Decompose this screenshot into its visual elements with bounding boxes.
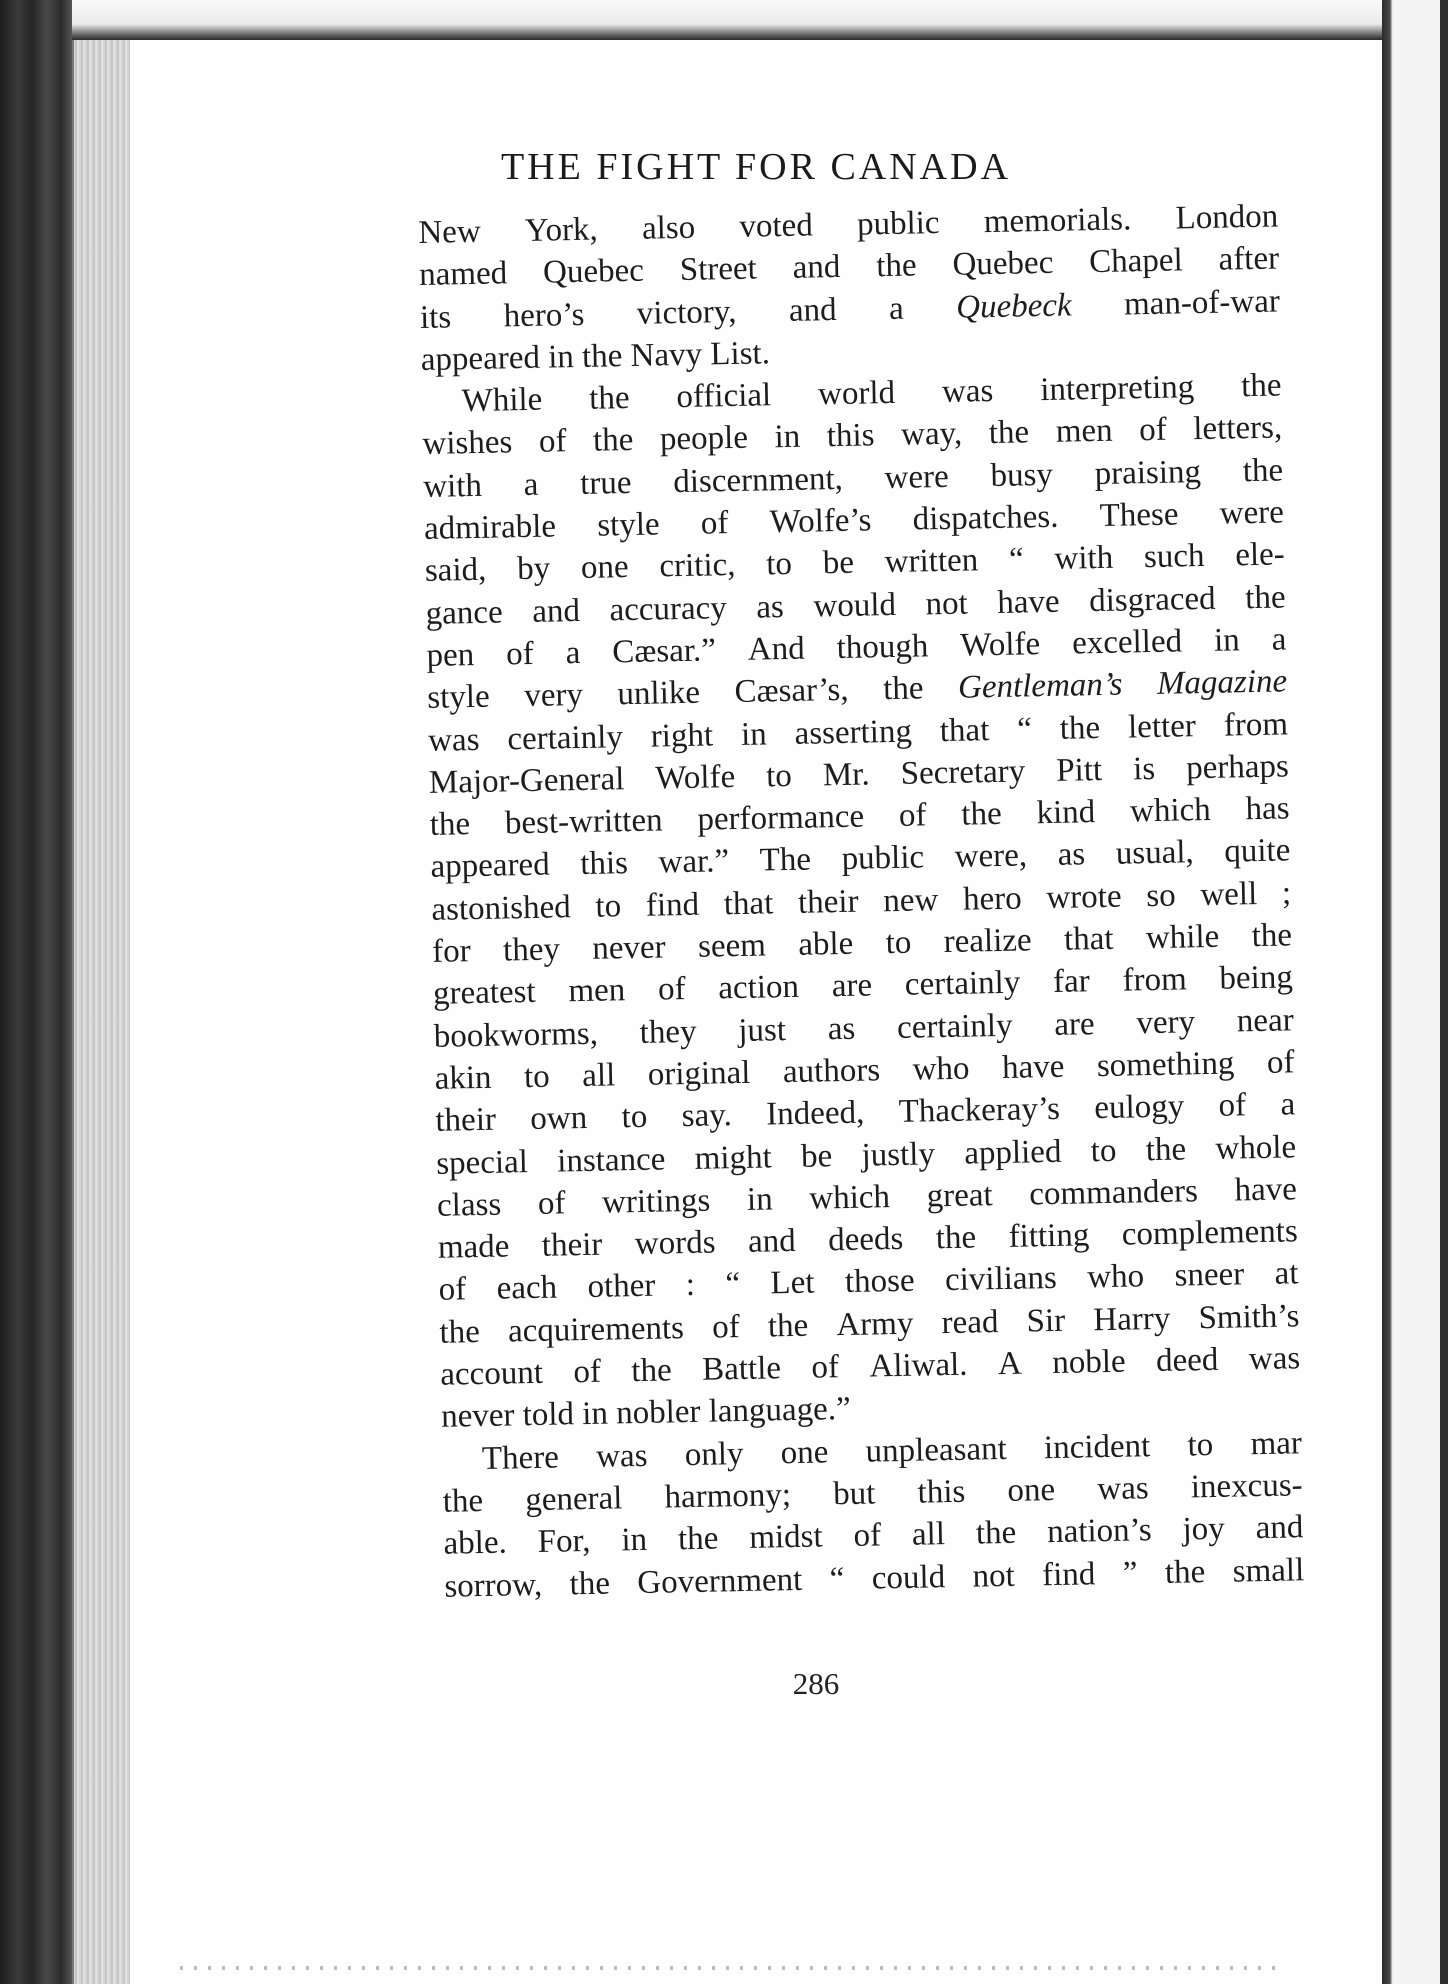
word: the	[569, 1565, 611, 1602]
word: astonished	[431, 888, 572, 928]
word: Pitt	[1055, 751, 1103, 789]
word: be	[822, 545, 855, 582]
word: to	[765, 757, 793, 795]
word: Cæsar.”	[611, 632, 717, 671]
word: London	[1175, 198, 1279, 237]
word: Sir	[1026, 1302, 1066, 1340]
word: the	[677, 1520, 719, 1558]
word: for	[431, 933, 472, 970]
word: all	[911, 1516, 946, 1553]
word: who	[912, 1050, 970, 1088]
italic-word: Magazine	[1156, 663, 1288, 703]
word: could	[871, 1558, 946, 1597]
word: with	[422, 467, 483, 505]
word: from	[1122, 961, 1188, 999]
word: unpleasant	[865, 1430, 1008, 1470]
word: to	[765, 546, 793, 583]
word: harmony;	[664, 1476, 792, 1516]
word: to	[1090, 1132, 1117, 1169]
word: “	[1008, 541, 1025, 579]
book-cover-edge-left	[0, 0, 72, 1984]
word: at	[1274, 1255, 1299, 1293]
word: its	[419, 298, 452, 336]
word: the	[1059, 709, 1101, 747]
word: own	[530, 1100, 588, 1138]
word: the	[975, 1514, 1017, 1552]
word: “	[829, 1560, 845, 1597]
word: of	[538, 423, 567, 461]
word: that	[939, 711, 990, 749]
word: of	[1218, 1087, 1247, 1125]
word: seem	[697, 927, 767, 965]
word: quite	[1223, 832, 1291, 871]
word: These	[1099, 496, 1179, 535]
word: in	[746, 1181, 773, 1218]
word: the	[592, 422, 634, 460]
word: discernment,	[672, 460, 844, 500]
word: men	[568, 972, 626, 1010]
word: in	[1213, 622, 1241, 659]
word: Indeed,	[765, 1094, 865, 1133]
word: true	[579, 464, 632, 502]
word: of	[1138, 412, 1168, 449]
word: right	[650, 716, 714, 755]
word: after	[1218, 240, 1280, 278]
word: from	[1223, 705, 1289, 744]
word: instance	[556, 1140, 666, 1180]
word: commanders	[1028, 1173, 1199, 1213]
word: certainly	[507, 718, 624, 757]
word: excelled	[1071, 623, 1183, 662]
word: perhaps	[1185, 748, 1290, 787]
word: words	[634, 1224, 716, 1263]
word: style	[426, 678, 490, 717]
word: one	[580, 549, 629, 587]
word: Battle	[701, 1350, 782, 1388]
word: made	[437, 1228, 510, 1266]
word: account	[439, 1354, 544, 1393]
word: Army	[836, 1305, 914, 1343]
word: who	[1086, 1258, 1145, 1296]
word: a	[565, 634, 581, 672]
word: was	[1248, 1340, 1301, 1378]
word: was	[1096, 1470, 1149, 1508]
word: wishes	[422, 424, 513, 463]
word: men	[1055, 413, 1113, 451]
word: were,	[954, 837, 1028, 876]
running-head: THE FIGHT FOR CANADA	[500, 146, 1012, 188]
text-run: never told in nobler language.”	[440, 1391, 852, 1436]
word: class	[436, 1186, 502, 1224]
word: very	[1136, 1003, 1196, 1041]
word: that	[1063, 920, 1114, 958]
word: read	[941, 1303, 999, 1341]
word: Government	[637, 1561, 803, 1601]
word: of	[657, 971, 686, 1008]
word: the	[875, 247, 917, 285]
word: be	[800, 1137, 833, 1175]
word: just	[737, 1011, 787, 1049]
word: but	[832, 1475, 876, 1513]
word: ”	[1122, 1554, 1138, 1592]
word: certainly	[904, 964, 1021, 1004]
word: well	[1200, 875, 1258, 913]
word: the	[442, 1482, 484, 1520]
word: might	[694, 1138, 773, 1177]
word: accuracy	[609, 589, 728, 629]
word: that	[723, 885, 774, 923]
word: and	[1255, 1509, 1304, 1547]
word: critic,	[659, 547, 736, 585]
word: a	[523, 466, 539, 503]
word: such	[1143, 538, 1205, 576]
word: fitting	[1008, 1217, 1090, 1255]
word: ele-	[1234, 536, 1286, 574]
word: written	[884, 542, 979, 581]
word: Major-General	[428, 761, 625, 801]
word: special	[435, 1143, 529, 1182]
word: never	[591, 929, 666, 967]
word: style	[596, 506, 660, 544]
word: as	[827, 1010, 856, 1047]
word: to	[885, 924, 912, 962]
word: those	[844, 1263, 915, 1301]
word: victory,	[636, 293, 737, 332]
word: memorials.	[983, 201, 1132, 241]
word: this	[579, 845, 629, 883]
word: a	[888, 290, 905, 327]
word: were	[1219, 494, 1285, 532]
word: have	[1234, 1171, 1298, 1209]
word: their	[797, 883, 859, 921]
word: as	[1057, 836, 1086, 874]
word: find	[645, 886, 700, 924]
word: applied	[963, 1133, 1062, 1172]
word: York,	[524, 211, 599, 249]
word: and	[747, 1223, 796, 1260]
word: writings	[601, 1182, 711, 1221]
word: original	[647, 1054, 751, 1093]
word: and	[531, 592, 581, 630]
word: was	[941, 373, 994, 411]
word: dispatches.	[912, 498, 1059, 538]
word: the	[1242, 452, 1284, 489]
word: the	[429, 806, 471, 844]
word: one	[780, 1433, 829, 1471]
word: something	[1096, 1045, 1235, 1085]
word: public	[841, 839, 925, 878]
word: deeds	[827, 1221, 904, 1259]
word: While	[461, 381, 543, 420]
word: this	[917, 1473, 966, 1511]
word: “	[1016, 710, 1033, 748]
word: other	[587, 1268, 656, 1306]
word: of	[711, 1308, 741, 1346]
word: named	[418, 255, 508, 294]
page-number: 286	[792, 1666, 840, 1701]
word: unlike	[617, 674, 701, 713]
word: also	[641, 209, 696, 247]
word: and	[788, 291, 837, 329]
word: near	[1236, 1001, 1294, 1040]
word: Smith’s	[1198, 1298, 1300, 1336]
word: “	[725, 1266, 741, 1303]
word: are	[831, 967, 873, 1005]
word: Chapel	[1088, 242, 1184, 281]
word: greatest	[432, 974, 536, 1013]
word: not	[972, 1557, 1016, 1595]
word: gance	[425, 594, 503, 632]
word: civilians	[944, 1260, 1058, 1299]
word: Wolfe	[959, 626, 1041, 664]
word: this	[826, 417, 875, 455]
word: midst	[748, 1518, 823, 1557]
italic-word: Gentleman’s	[957, 666, 1123, 706]
word: Wolfe’s	[769, 502, 872, 541]
word: interpreting	[1039, 369, 1195, 409]
word: best-written	[504, 802, 663, 842]
word: akin	[434, 1059, 492, 1097]
word: were	[884, 458, 950, 496]
word: in	[774, 419, 801, 456]
page-edges-stack	[72, 40, 132, 1984]
word: joy	[1182, 1510, 1226, 1548]
word: to	[621, 1099, 648, 1136]
word: the	[631, 1352, 673, 1390]
word: Quebec	[542, 252, 645, 291]
word: would	[813, 586, 897, 625]
word: kind	[1036, 794, 1096, 832]
word: the	[588, 380, 630, 417]
page	[130, 40, 1382, 1984]
word: so	[1145, 877, 1176, 914]
word: mar	[1250, 1424, 1303, 1462]
word: world	[817, 375, 896, 413]
word: hero	[962, 880, 1022, 918]
word: they	[639, 1013, 697, 1051]
word: sneer	[1174, 1256, 1245, 1295]
word: has	[1245, 790, 1290, 828]
word: which	[1129, 792, 1212, 830]
word: only	[684, 1435, 744, 1473]
word: official	[676, 377, 772, 416]
word: the	[1145, 1130, 1187, 1168]
word: is	[1132, 750, 1156, 788]
word: are	[1053, 1005, 1095, 1043]
word: hero’s	[503, 296, 585, 334]
word: Thackeray’s	[898, 1091, 1061, 1131]
word: deed	[1155, 1341, 1219, 1380]
word: have	[1001, 1048, 1065, 1086]
word: disgraced	[1088, 580, 1216, 619]
word: authors	[782, 1052, 881, 1091]
word: A	[997, 1345, 1023, 1383]
word: the	[767, 1307, 809, 1345]
word: of	[700, 505, 729, 542]
word: busy	[990, 456, 1054, 494]
word: whole	[1215, 1128, 1297, 1167]
word: have	[996, 583, 1060, 621]
word: Mr.	[822, 756, 870, 794]
word: was	[595, 1437, 648, 1475]
word: action	[717, 969, 800, 1007]
word: sorrow,	[444, 1566, 543, 1605]
word: bookworms,	[433, 1015, 599, 1055]
word: usual,	[1115, 834, 1195, 873]
word: ;	[1281, 875, 1292, 912]
word: to	[595, 887, 622, 925]
word: the	[1244, 579, 1286, 616]
word: Street	[679, 250, 758, 289]
word: able.	[443, 1524, 508, 1562]
word: they	[502, 931, 561, 969]
word: The	[759, 842, 812, 880]
word: the	[1251, 917, 1293, 955]
word: new	[882, 881, 939, 919]
word: all	[581, 1057, 616, 1094]
word: nation’s	[1046, 1512, 1152, 1551]
word: to	[1187, 1426, 1214, 1464]
word: their	[435, 1101, 497, 1140]
word: of	[898, 797, 927, 835]
word: voted	[739, 207, 814, 245]
word: great	[926, 1176, 993, 1215]
word: a	[1280, 1086, 1296, 1123]
word: was	[427, 721, 480, 759]
word: asserting	[794, 713, 913, 752]
word: able	[797, 925, 854, 963]
word: way,	[900, 416, 963, 454]
word: war.”	[658, 843, 730, 881]
word: of	[505, 635, 535, 673]
word: of	[438, 1271, 467, 1309]
word: the	[1164, 1553, 1206, 1591]
word: find	[1041, 1555, 1096, 1593]
word: man-of-war	[1123, 283, 1281, 323]
word: one	[1007, 1471, 1056, 1509]
word: of	[811, 1349, 840, 1386]
word: Aliwal.	[869, 1346, 968, 1385]
word: pen	[426, 636, 475, 674]
word: praising	[1094, 453, 1202, 492]
word: appeared	[430, 847, 550, 886]
word: acquirements	[507, 1309, 685, 1350]
word: inexcus-	[1190, 1467, 1303, 1506]
page-bottom-edge-specks	[180, 1966, 1280, 1970]
word: Let	[770, 1265, 815, 1302]
word: incident	[1043, 1427, 1151, 1466]
word: as	[755, 588, 785, 626]
word: far	[1052, 963, 1091, 1001]
word: a	[1271, 621, 1287, 658]
word: the	[882, 670, 924, 708]
word: realize	[943, 922, 1032, 961]
word: the	[988, 414, 1030, 452]
word: letter	[1127, 707, 1197, 746]
word: and	[792, 249, 841, 287]
word: to	[523, 1058, 551, 1096]
word: And	[747, 630, 806, 668]
word: noble	[1051, 1343, 1126, 1382]
word: their	[541, 1226, 603, 1264]
word: complements	[1121, 1213, 1299, 1253]
word: which	[808, 1178, 891, 1217]
word: letters,	[1192, 409, 1283, 448]
word: justly	[861, 1135, 936, 1174]
word: Secretary	[900, 753, 1026, 792]
word: each	[496, 1269, 558, 1308]
text-run: appeared in the Navy List.	[420, 335, 771, 378]
word: New	[418, 213, 482, 251]
word: Wolfe	[655, 758, 736, 797]
word: certainly	[896, 1007, 1013, 1046]
word: though	[836, 628, 929, 667]
italic-word: Quebeck	[955, 287, 1072, 326]
word: very	[523, 677, 584, 715]
word: of	[573, 1353, 602, 1391]
word: of	[853, 1517, 882, 1555]
word: performance	[697, 798, 865, 838]
word: not	[925, 585, 969, 622]
word: the	[935, 1219, 977, 1257]
word: Cæsar’s,	[734, 672, 849, 711]
word: of	[1266, 1044, 1295, 1081]
word: eulogy	[1094, 1088, 1185, 1127]
word: :	[685, 1267, 696, 1304]
word: being	[1219, 959, 1294, 998]
word: the	[439, 1313, 481, 1351]
word: people	[659, 420, 749, 458]
word: For,	[537, 1523, 591, 1561]
page-top-shadow	[72, 0, 1382, 40]
word: wrote	[1046, 878, 1122, 916]
word: There	[481, 1439, 560, 1477]
word: general	[524, 1480, 623, 1519]
word: by	[516, 550, 551, 588]
word: in	[621, 1522, 648, 1559]
word: Quebec	[952, 245, 1054, 284]
word: the	[1240, 367, 1282, 405]
word: of	[537, 1185, 566, 1222]
word: Harry	[1092, 1300, 1171, 1338]
word: said,	[424, 552, 487, 590]
word: the	[961, 796, 1003, 833]
word: while	[1145, 918, 1220, 957]
word: public	[856, 204, 940, 243]
word: with	[1054, 540, 1114, 578]
word: admirable	[423, 508, 557, 548]
word: say.	[681, 1097, 733, 1135]
word: in	[740, 715, 768, 753]
body-text	[418, 195, 1305, 1607]
word: small	[1232, 1551, 1305, 1590]
